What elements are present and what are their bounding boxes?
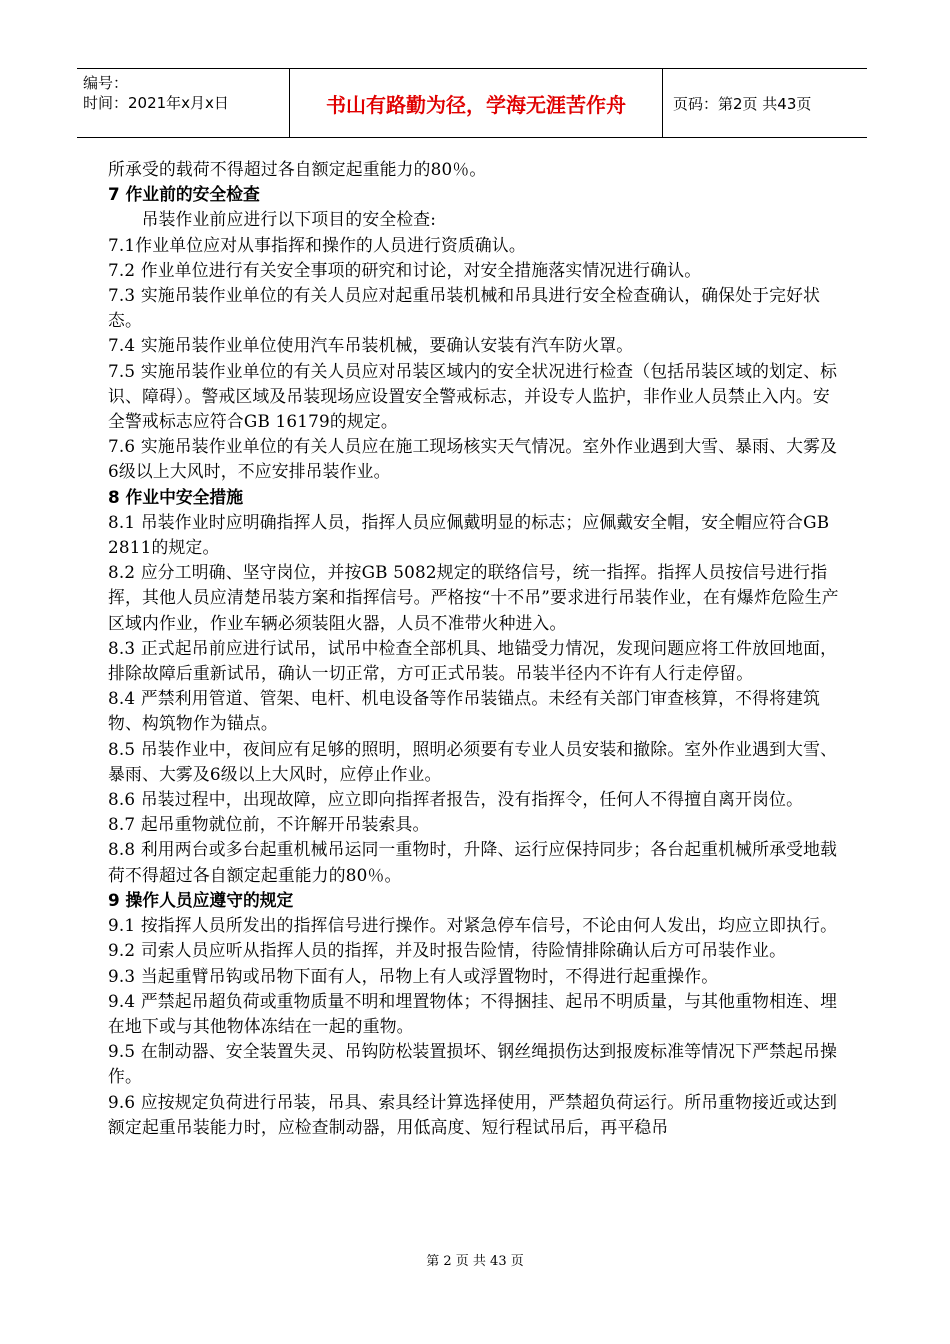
document-number-label: 编号： [83, 74, 129, 92]
paragraph: 7.2 作业单位进行有关安全事项的研究和讨论，对安全措施落实情况进行确认。 [108, 259, 702, 280]
page-footer: 第 2 页 共 43 页 [426, 1254, 524, 1269]
section-heading: 7 作业前的安全检查 [108, 184, 260, 205]
paragraph: 9.5 在制动器、安全装置失灵、吊钩防松装置损坏、钢丝绳损伤达到报废标准等情况下严禁起吊操作。 [108, 1041, 838, 1087]
paragraph: 吊装作业前应进行以下项目的安全检查: [141, 209, 437, 230]
paragraph: 所承受的载荷不得超过各自额定起重能力的80％。 [108, 159, 487, 179]
paragraph: 7.5 实施吊装作业单位的有关人员应对吊装区域内的安全状况进行检查（包括吊装区域的划定、标识、障碍）。警戒区域及吊装现场应设置安全警戒标志，并设专人监护，非作业人员禁止入内。安全警戒标志应符合GB 16179的规定。 [108, 360, 838, 432]
page-header [77, 68, 867, 138]
paragraph: 9.1 按指挥人员所发出的指挥信号进行操作。对紧急停车信号，不论由何人发出，均应立即执行。 [108, 915, 838, 936]
paragraph: 7.6 实施吊装作业单位的有关人员应在施工现场核实天气情况。室外作业遇到大雪、暴雨、大雾及6级以上大风时，不应安排吊装作业。 [108, 436, 838, 482]
paragraph: 7.1作业单位应对从事指挥和操作的人员进行资质确认。 [108, 234, 526, 255]
paragraph: 8.1 吊装作业时应明确指挥人员，指挥人员应佩戴明显的标志；应佩戴安全帽，安全帽应符合GB 2811的规定。 [108, 511, 830, 558]
paragraph: 8.4 严禁利用管道、管架、电杆、机电设备等作吊装锚点。未经有关部门审查核算，不得将建筑物、构筑物作为锚点。 [108, 688, 821, 734]
header-meta [77, 69, 290, 137]
document-body [108, 157, 843, 1140]
paragraph: 8.3 正式起吊前应进行试吊，试吊中检查全部机具、地锚受力情况，发现问题应将工件放回地面，排除故障后重新试吊，确认一切正常，方可正式吊装。吊装半径内不许有人行走停留。 [108, 637, 838, 684]
section-heading: 8 作业中安全措施 [108, 486, 243, 507]
paragraph: 8.2 应分工明确、坚守岗位，并按GB 5082规定的联络信号，统一指挥。指挥人员按信号进行指挥，其他人员应清楚吊装方案和指挥信号。严格按“十不吊”要求进行吊装作业，在有爆炸危险生产区域内作业，作业车辆必须装阻火器，人员不准带火种进入。 [108, 562, 839, 633]
paragraph: 9.2 司索人员应听从指挥人员的指挥，并及时报告险情，待险情排除确认后方可吊装作业。 [108, 940, 787, 961]
paragraph: 8.7 起吊重物就位前，不许解开吊装索具。 [108, 814, 430, 835]
paragraph: 7.4 实施吊装作业单位使用汽车吊装机械，要确认安装有汽车防火罩。 [108, 335, 634, 356]
header-motto: 书山有路勤为径，学海无涯苦作舟 [290, 69, 663, 137]
paragraph: 8.6 吊装过程中，出现故障，应立即向指挥者报告，没有指挥令，任何人不得擅自离开岗位。 [108, 789, 804, 810]
paragraph: 7.3 实施吊装作业单位的有关人员应对起重吊装机械和吊具进行安全检查确认，确保处于完好状态。 [108, 285, 821, 331]
paragraph: 9.6 应按规定负荷进行吊装，吊具、索具经计算选择使用，严禁超负荷运行。所吊重物接近或达到额定起重吊装能力时，应检查制动器，用低高度、短行程试吊后，再平稳吊 [108, 1091, 838, 1137]
header-page-info: 页码：第2页 共43页 [673, 94, 812, 113]
paragraph: 9.3 当起重臂吊钩或吊物下面有人，吊物上有人或浮置物时，不得进行起重操作。 [108, 965, 719, 986]
paragraph: 8.5 吊装作业中，夜间应有足够的照明，照明必须要有专业人员安装和撤除。室外作业遇到大雪、暴雨、大雾及6级以上大风时，应停止作业。 [108, 738, 838, 784]
paragraph: 9.4 严禁起吊超负荷或重物质量不明和埋置物体；不得捆挂、起吊不明质量，与其他重物相连、埋在地下或与其他物体冻结在一起的重物。 [108, 990, 838, 1036]
section-heading: 9 操作人员应遵守的规定 [108, 889, 294, 910]
paragraph: 8.8 利用两台或多台起重机械吊运同一重物时，升降、运行应保持同步；各台起重机械所承受地载荷不得超过各自额定起重能力的80％。 [108, 839, 838, 885]
document-date: 时间：2021年x月x日 [83, 94, 229, 112]
